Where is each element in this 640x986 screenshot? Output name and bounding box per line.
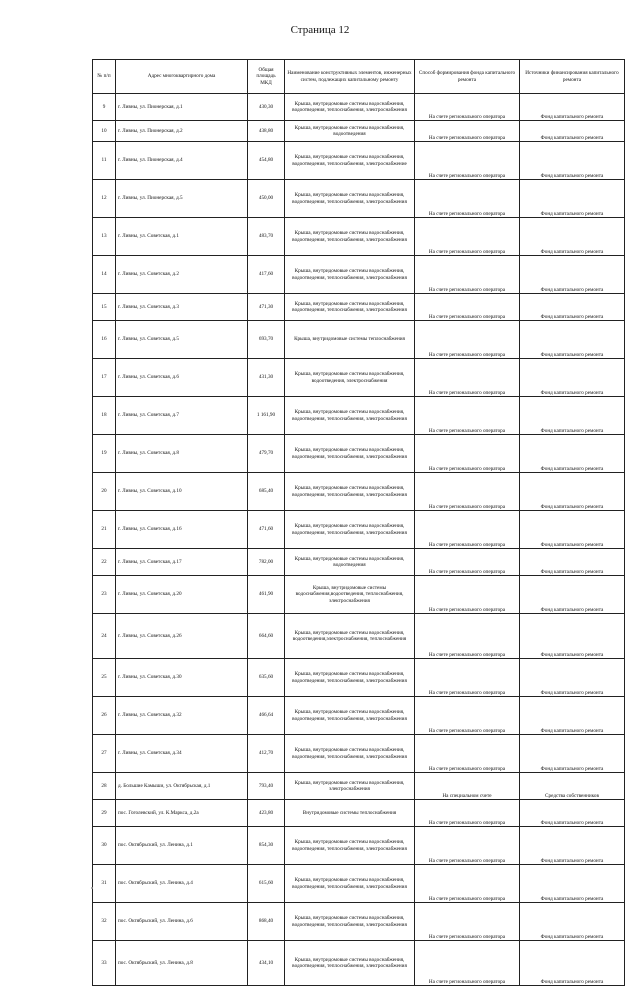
header-address: Адрес многоквартирного дома [116,60,248,94]
table-row [93,511,625,549]
row-area: 423,80 [248,800,285,827]
row-num: 33 [93,941,116,986]
row-address: пос. Гоголевский, ул. К.Маркса, д.2а [116,800,248,827]
row-elements: Крыша, внутридомовые системы водоснабжения, водоотведения, теплоснабжения, электроснабжения [285,473,415,511]
row-num: 16 [93,321,116,359]
header-num: № п/п [93,60,116,94]
row-num: 19 [93,435,116,473]
row-funding-source: Фонд капитального ремонта [520,735,625,773]
row-address: г. Ливны, ул. Советская, д.16 [116,511,248,549]
row-elements: Крыша, внутридомовые системы водоснабжения, водоотведения,электроснабжения, теплоснабжения [285,614,415,659]
row-funding-method: На счете регионального оператора [415,294,520,321]
header-area: Общая площадь МКД [248,60,285,94]
table-row [93,827,625,865]
row-elements: Крыша, внутридомовые системы водоснабжения, водоотведения [285,549,415,576]
row-address: г. Ливны, ул. Советская, д.34 [116,735,248,773]
row-funding-source: Фонд капитального ремонта [520,473,625,511]
table-header-row [93,60,625,94]
row-area: 868,40 [248,903,285,941]
row-area: 471,30 [248,294,285,321]
row-funding-source: Средства собственников [520,773,625,800]
table-row [93,142,625,180]
table-row [93,903,625,941]
row-num: 26 [93,697,116,735]
table-row [93,800,625,827]
row-funding-method: На счете регионального оператора [415,735,520,773]
row-area: 615,60 [248,865,285,903]
row-address: г. Ливны, ул. Пионерская, д.2 [116,121,248,142]
row-funding-source: Фонд капитального ремонта [520,697,625,735]
row-address: д. Большие Камыши, ул. Октябрьская, д.1 [116,773,248,800]
row-funding-source: Фонд капитального ремонта [520,865,625,903]
row-num: 32 [93,903,116,941]
row-elements: Крыша, внутридомовые системы водоснабжения, водоотведения, теплоснабжения, электроснабжения [285,659,415,697]
row-area: 1 161,90 [248,397,285,435]
table-row [93,294,625,321]
table-row [93,256,625,294]
row-funding-method: На счете регионального оператора [415,549,520,576]
row-funding-source: Фонд капитального ремонта [520,121,625,142]
row-num: 24 [93,614,116,659]
row-num: 25 [93,659,116,697]
row-area: 685,40 [248,473,285,511]
row-funding-source: Фонд капитального ремонта [520,321,625,359]
row-elements: Крыша, внутридомовые системы водоснабжения, водоотведения, теплоснабжения, электроснабжения [285,218,415,256]
row-address: г. Ливны, ул. Советская, д.6 [116,359,248,397]
row-num: 12 [93,180,116,218]
row-num: 30 [93,827,116,865]
row-address: пос. Октябрьский, ул. Ленина, д.1 [116,827,248,865]
table-row [93,321,625,359]
table-row [93,614,625,659]
row-address: г. Ливны, ул. Советская, д.17 [116,549,248,576]
row-area: 483,70 [248,218,285,256]
row-num: 31 [93,865,116,903]
table-row [93,218,625,256]
row-address: г. Ливны, ул. Советская, д.32 [116,697,248,735]
row-address: г. Ливны, ул. Советская, д.8 [116,435,248,473]
row-elements: Крыша, внутридомовые системы водоснабжения, водоотведения, теплоснабжения, электроснабжения [285,256,415,294]
row-funding-method: На счете регионального оператора [415,397,520,435]
row-address: пос. Октябрьский, ул. Ленина, д.8 [116,941,248,986]
row-address: г. Ливны, ул. Советская, д.5 [116,321,248,359]
row-address: г. Ливны, ул. Советская, д.7 [116,397,248,435]
row-area: 479,70 [248,435,285,473]
row-funding-source: Фонд капитального ремонта [520,549,625,576]
table-row [93,435,625,473]
row-elements: Крыша, внутридомовые системы водоснабжения, водоотведения, теплоснабжения, электроснабжения [285,94,415,121]
row-funding-method: На счете регионального оператора [415,659,520,697]
row-num: 21 [93,511,116,549]
row-num: 20 [93,473,116,511]
page-title: Страница 12 [290,24,350,36]
table-row [93,941,625,986]
row-funding-source: Фонд капитального ремонта [520,659,625,697]
table-row [93,473,625,511]
row-funding-source: Фонд капитального ремонта [520,180,625,218]
row-funding-source: Фонд капитального ремонта [520,827,625,865]
row-funding-method: На счете регионального оператора [415,827,520,865]
row-num: 11 [93,142,116,180]
row-funding-method: На счете регионального оператора [415,256,520,294]
row-elements: Крыша, внутридомовые системы водоснабжения, водоотведения, теплоснабжения, электроснабжения [285,865,415,903]
row-area: 471,60 [248,511,285,549]
row-num: 14 [93,256,116,294]
table-row [93,121,625,142]
row-funding-source: Фонд капитального ремонта [520,435,625,473]
row-area: 466,64 [248,697,285,735]
table-row [93,549,625,576]
row-elements: Крыша, внутридомовые системы водоснабжения, водоотведения, теплоснабжения, электроснабжения [285,397,415,435]
row-area: 664,60 [248,614,285,659]
row-area: 430,30 [248,94,285,121]
table-row [93,697,625,735]
row-area: 438,80 [248,121,285,142]
row-area: 417,60 [248,256,285,294]
row-elements: Крыша, внутридомовые системы водоснабжения, водоотведения, теплоснабжения, электроснабжения [285,697,415,735]
table-row [93,94,625,121]
row-address: г. Ливны, ул. Пионерская, д.4 [116,142,248,180]
row-area: 412,70 [248,735,285,773]
row-funding-method: На счете регионального оператора [415,576,520,614]
row-funding-method: На счете регионального оператора [415,697,520,735]
row-funding-source: Фонд капитального ремонта [520,359,625,397]
row-elements: Крыша, внутридомовые системы водоснабжения, водоотведения, теплоснабжения, электроснабжения [285,735,415,773]
row-area: 793,40 [248,773,285,800]
row-num: 10 [93,121,116,142]
row-funding-source: Фонд капитального ремонта [520,94,625,121]
row-num: 13 [93,218,116,256]
row-address: г. Ливны, ул. Советская, д.10 [116,473,248,511]
row-num: 18 [93,397,116,435]
row-address: г. Ливны, ул. Пионерская, д.1 [116,94,248,121]
table-row [93,659,625,697]
row-funding-source: Фонд капитального ремонта [520,941,625,986]
row-elements: Крыша, внутридомовые системы водоснабжения, водоотведения, теплоснабжения, электроснабжения [285,180,415,218]
row-address: пос. Октябрьский, ул. Ленина, д.6 [116,903,248,941]
row-funding-source: Фонд капитального ремонта [520,576,625,614]
row-funding-method: На счете регионального оператора [415,614,520,659]
row-elements: Крыша, внутридомовые системы водоснабжения, водоотведения, теплоснабжения, электроснабжение [285,142,415,180]
table-row [93,397,625,435]
row-funding-source: Фонд капитального ремонта [520,142,625,180]
row-elements: Крыша, внутридомовые системы водоснабжения, водоотведения, теплоснабжения, электроснабжения [285,903,415,941]
row-address: г. Ливны, ул. Советская, д.26 [116,614,248,659]
row-area: 782,00 [248,549,285,576]
row-address: г. Ливны, ул. Советская, д.30 [116,659,248,697]
row-funding-source: Фонд капитального ремонта [520,294,625,321]
row-funding-method: На счете регионального оператора [415,359,520,397]
row-funding-method: На счете регионального оператора [415,94,520,121]
row-funding-source: Фонд капитального ремонта [520,903,625,941]
row-elements: Крыша, внутридомовые системы водоснабжения,водоотведения, теплоснабжения, электроснабжения [285,576,415,614]
row-funding-method: На счете регионального оператора [415,941,520,986]
row-elements: Крыша, внутридомовые системы водоснабжения, водоотведения [285,121,415,142]
header-way: Способ формирования фонда капитального ремонта [415,60,520,94]
row-funding-source: Фонд капитального ремонта [520,218,625,256]
header-source: Источники финансирования капитального ремонта [520,60,625,94]
row-funding-method: На счете регионального оператора [415,218,520,256]
row-area: 431,30 [248,359,285,397]
row-elements: Крыша, внутридомовые системы водоснабжения, водоотведения, электроснабжения [285,359,415,397]
row-address: г. Ливны, ул. Пионерская, д.5 [116,180,248,218]
row-num: 29 [93,800,116,827]
row-funding-source: Фонд капитального ремонта [520,397,625,435]
row-elements: Крыша, внутридомовые системы теплоснабжения [285,321,415,359]
row-elements: Крыша, внутридомовые системы водоснабжения, водоотведения, теплоснабжения, электроснабжения [285,941,415,986]
table-row [93,865,625,903]
row-num: 23 [93,576,116,614]
row-area: 635,60 [248,659,285,697]
row-address: г. Ливны, ул. Советская, д.2 [116,256,248,294]
row-elements: Крыша, внутридомовые системы водоснабжения, водоотведения, теплоснабжения, электроснабжения [285,827,415,865]
row-address: г. Ливны, ул. Советская, д.1 [116,218,248,256]
row-funding-method: На счете регионального оператора [415,473,520,511]
row-funding-method: На счете регионального оператора [415,435,520,473]
row-elements: Крыша, внутридомовые системы водоснабжения, водоотведения, теплоснабжения, электроснабжения [285,435,415,473]
row-num: 15 [93,294,116,321]
row-funding-source: Фонд капитального ремонта [520,614,625,659]
row-funding-method: На счете регионального оператора [415,865,520,903]
row-area: 854,30 [248,827,285,865]
row-num: 27 [93,735,116,773]
repair-program-table [92,59,625,986]
row-funding-method: На счете регионального оператора [415,321,520,359]
table-row [93,576,625,614]
row-funding-method: На счете регионального оператора [415,121,520,142]
row-area: 461,90 [248,576,285,614]
row-address: г. Ливны, ул. Советская, д.3 [116,294,248,321]
row-num: 17 [93,359,116,397]
row-elements: Крыша, внутридомовые системы водоснабжения, водоотведения, теплоснабжения, электроснабжения [285,511,415,549]
row-area: 454,80 [248,142,285,180]
row-num: 22 [93,549,116,576]
table-row [93,359,625,397]
row-area: 450,00 [248,180,285,218]
row-funding-method: На специальном счете [415,773,520,800]
row-num: 9 [93,94,116,121]
row-area: 434,10 [248,941,285,986]
row-elements: Крыша, внутридомовые системы водоснабжения, водоотведения, теплоснабжения, электроснабжения [285,294,415,321]
row-address: пос. Октябрьский, ул. Ленина, д.4 [116,865,248,903]
row-funding-method: На счете регионального оператора [415,142,520,180]
row-funding-source: Фонд капитального ремонта [520,511,625,549]
row-funding-source: Фонд капитального ремонта [520,800,625,827]
table-row [93,773,625,800]
row-elements: Внутридомовые системы теплоснабжения [285,800,415,827]
row-funding-method: На счете регионального оператора [415,800,520,827]
row-funding-method: На счете регионального оператора [415,903,520,941]
scan-speck [91,887,93,889]
header-elements: Наименование конструктивных элементов, инженерных систем, подлежащих капитальному ремонту [285,60,415,94]
table-row [93,180,625,218]
row-funding-method: На счете регионального оператора [415,180,520,218]
row-funding-method: На счете регионального оператора [415,511,520,549]
row-funding-source: Фонд капитального ремонта [520,256,625,294]
row-num: 28 [93,773,116,800]
row-area: 693,70 [248,321,285,359]
table-row [93,735,625,773]
row-elements: Крыша, внутридомовые системы водоснабжения, электроснабжения [285,773,415,800]
row-address: г. Ливны, ул. Советская, д.20 [116,576,248,614]
